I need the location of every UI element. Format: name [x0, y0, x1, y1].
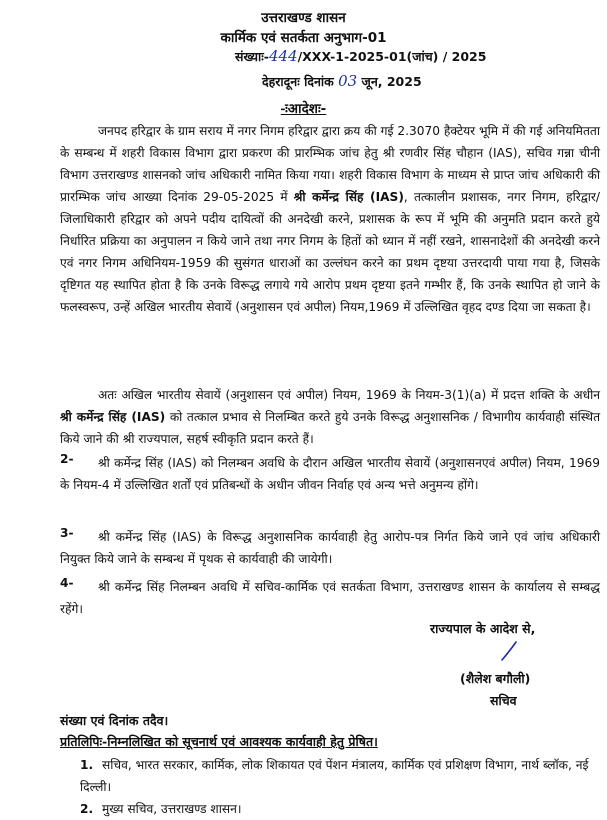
order-title-text: -ःआदेशः-: [280, 101, 327, 117]
order-title: [0, 99, 607, 117]
copy-item-number: 2.: [80, 802, 94, 816]
paragraph-2-part-a: अतः अखिल भारतीय सेवायें (अनुशासन एवं अपील) नियम, 1969 के नियम-3(1)(a) में प्रदत्त शक्ति के अधीन: [98, 388, 600, 402]
reference-number-handwritten: 444: [268, 47, 298, 65]
reference-suffix: /XXX-1-2025-01(जांच) / 2025: [297, 49, 487, 64]
copy-item-text: सचिव, भारत सरकार, कार्मिक, लोक शिकायत एवं पेंशन मंत्रालय, कार्मिक एवं प्रशिक्षण विभाग, नार्थ ब्लॉक, नई दिल्ली।: [80, 758, 589, 794]
copy-item-text: मुख्य सचिव, उत्तराखण्ड शासन।: [102, 802, 242, 816]
department-title: कार्मिक एवं सतर्कता अनुभाग-01: [220, 30, 387, 46]
reference-prefix: संख्याः-: [235, 49, 269, 64]
signatory-designation: सचिव: [490, 693, 517, 708]
date-suffix: जून, 2025: [361, 74, 422, 89]
item-text: श्री कर्मेन्द्र सिंह (IAS) के विरूद्ध अनुशासनिक कार्यवाही हेतु आरोप-पत्र निर्गत किये जाने एवं जांच अधिकारी नियुक्त किये जाने के सम्बन्ध में पृथक से कार्यवाही की जायेगी।: [60, 530, 600, 566]
copy-to-list: [80, 754, 600, 820]
by-order-of-governor: राज्यपाल के आदेश से,: [430, 621, 536, 636]
item-number: 4-: [60, 576, 74, 590]
copy-to-heading: प्रतिलिपिः-निम्नलिखित को सूचनार्थ एवं आवश्यक कार्यवाही हेतु प्रेषित।: [60, 734, 378, 749]
paragraph-1-part-a: जनपद हरिद्वार के ग्राम सराय में नगर निगम हरिद्वार द्वारा क्रय की गई 2.3070 हैक्टेयर भूमि में की गई अनियमितता के सम्बन्ध में शहरी विकास विभाग द्वारा प्रकरण की प्रारम्भिक जांच हेतु श्री रणवीर सिंह चौहान (IAS), सचिव गन्ना चीनी विभाग उत्तराखण्ड शासनको जांच अधिकारी नामित किया गया। शहरी विकास विभाग के माध्यम से प्राप्त जांच अधिकारी की प्रारम्भिक जांच आख्या दिनांक 29-05-2025 में: [60, 124, 600, 204]
government-title: उत्तराखण्ड शासन: [261, 10, 346, 26]
date-line: [262, 72, 422, 90]
item-number: 3-: [60, 526, 74, 540]
paragraph-1-part-b: , तत्कालीन प्रशासक, नगर निगम, हरिद्वार/जिलाधिकारी हरिद्वार को अपने पदीय दायित्वों की अनदेखी करने, प्रशासक के रूप में भूमि की अनुमति प्रदान करते हुये निर्धारित प्रक्रिया का अनुपालन न किये जाने तथा नगर निगम के हितों को ध्यान में नहीं रखने, शासनादेशों की अनदेखी करने एवं नगर निगम अधिनियम-1959 की सुसंगत धाराओं का उल्लंघन करने का प्रथम दृष्टया उत्तरदायी पाया गया है, जिसके दृष्टिगत यह स्थापित होता है कि उनके विरूद्ध लगाये गये आरोप प्रथम दृष्टया इतने गम्भीर हैं, कि उनके स्थापित हो जाने के फलस्वरूप, उन्हें अखिल भारतीय सेवायें (अनुशासन एवं अपील) नियम,1969 में उल्लिखित वृहद दण्ड दिया जा सकता है।: [60, 190, 600, 314]
date-day-handwritten: 03: [338, 72, 358, 90]
item-text: श्री कर्मेन्द्र सिंह (IAS) को निलम्बन अवधि के दौरान अखिल भारतीय सेवायें (अनुशासनएवं अपील) नियम, 1969 के नियम-4 में उल्लिखित शर्तों एवं प्रतिबन्धों के अधीन जीवन निर्वाह एवं अन्य भत्ते अनुमन्य होंगे।: [60, 456, 600, 492]
date-prefix: देहरादूनः दिनांक: [262, 74, 334, 89]
signature-stroke-icon: [498, 640, 520, 662]
signatory-name: (शैलेश बगौली): [460, 671, 531, 686]
item-number: 2-: [60, 452, 74, 466]
paragraph-1: [60, 120, 600, 318]
paragraph-2: [60, 384, 600, 450]
officer-name-2: श्री कर्मेन्द्र सिंह (IAS): [60, 410, 166, 424]
copy-reference-same: संख्या एवं दिनांक तदैव।: [60, 713, 169, 728]
copy-to-item: [80, 754, 600, 798]
paragraph-2-part-b: को तत्काल प्रभाव से निलम्बित करते हुये उनके विरूद्ध अनुशासनिक / विभागीय कार्यवाही संस्थित किये जाने की श्री राज्यपाल, सहर्ष स्वीकृति प्रदान करते हैं।: [60, 410, 601, 446]
reference-number-line: [235, 47, 486, 65]
copy-item-number: 1.: [80, 758, 94, 772]
item-text: श्री कर्मेन्द्र सिंह निलम्बन अवधि में सचिव-कार्मिक एवं सतर्कता विभाग, उत्तराखण्ड शासन के कार्यालय से सम्बद्ध रहेंगे।: [60, 580, 600, 616]
copy-to-item: [80, 798, 600, 820]
officer-name-1: श्री कर्मेन्द्र सिंह (IAS): [293, 190, 404, 204]
